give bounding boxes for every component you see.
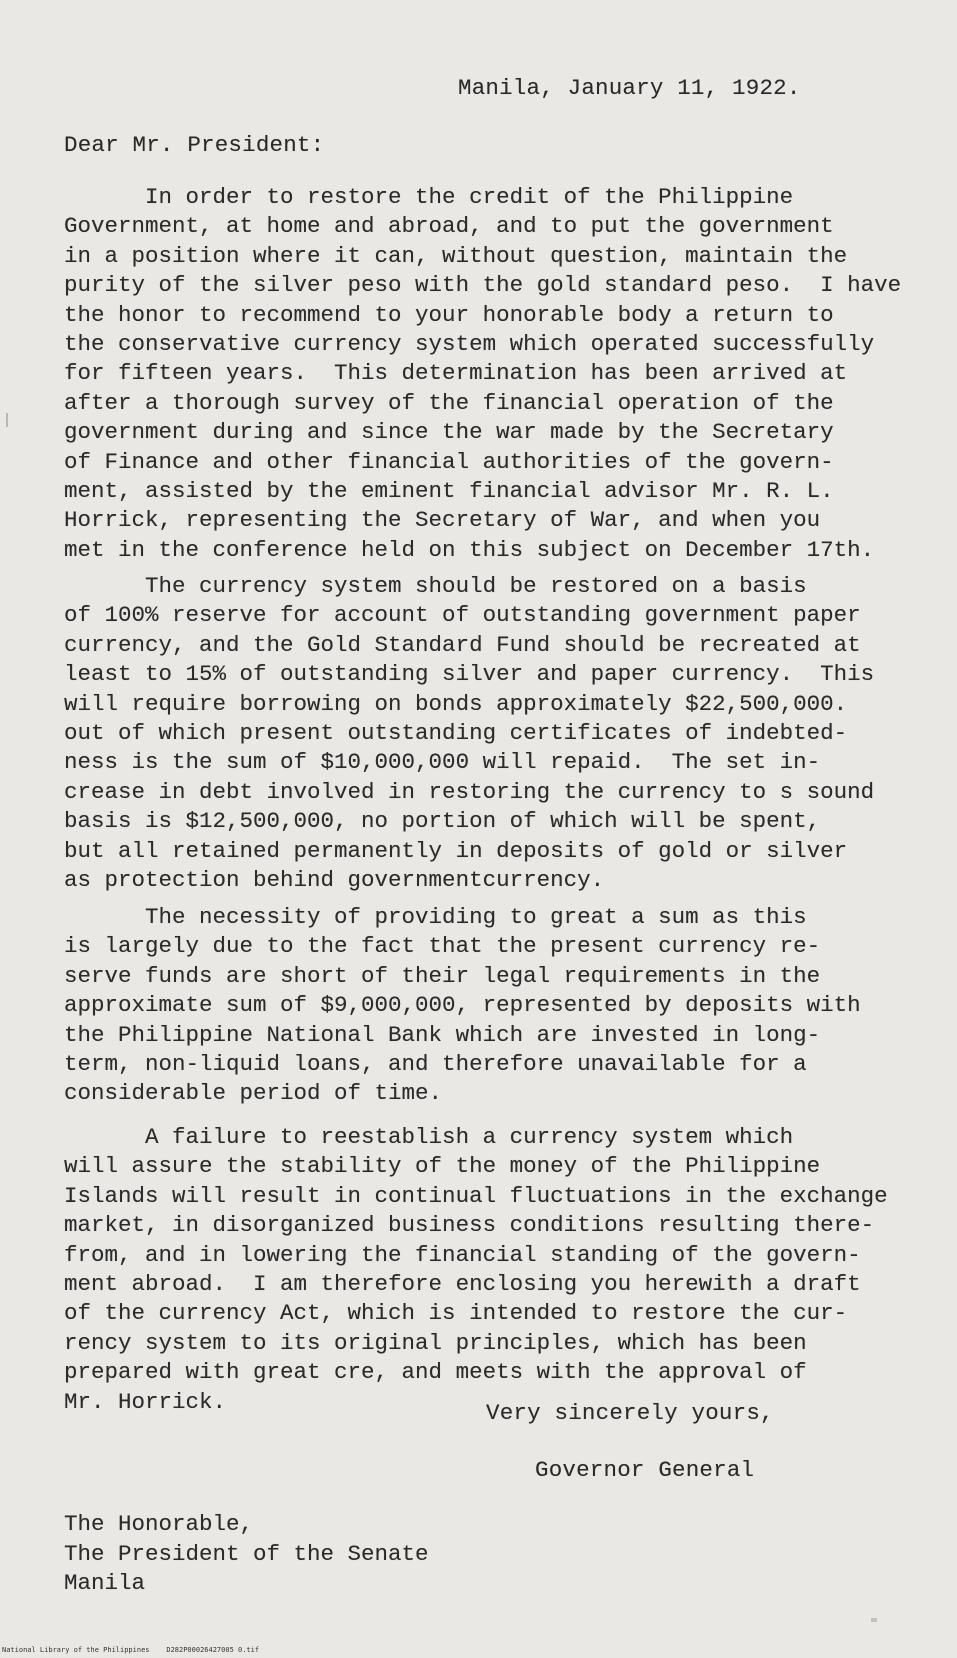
signer-title: Governor General (535, 1457, 755, 1483)
text-line: ment abroad. I am therefore enclosing you herewith a draft (64, 1271, 861, 1298)
text-line: ness is the sum of $10,000,000 will repaid. The set in- (64, 749, 821, 776)
text-line: currency, and the Gold Standard Fund should be recreated at (64, 631, 861, 658)
text-line: The necessity of providing to great a sum as this (64, 904, 807, 930)
text-line: the honor to recommend to your honorable body a return to (64, 301, 834, 328)
text-line: Islands will result in continual fluctuations in the exchange (64, 1182, 888, 1209)
text-line: purity of the silver peso with the gold standard peso. I have (64, 272, 902, 299)
archive-footer: National Library of the Philippines D282P00026427005 0.tif (2, 1646, 260, 1654)
text-line: serve funds are short of their legal requirements in the (64, 962, 821, 989)
text-line: Horrick, representing the Secretary of War, and when you (64, 507, 821, 534)
text-line: In order to restore the credit of the Philippine (64, 184, 794, 210)
paragraph-4 (64, 1123, 944, 1417)
paragraph-1 (64, 183, 944, 565)
addressee-block (64, 1510, 944, 1599)
text-line: approximate sum of $9,000,000, represented by deposits with (64, 992, 861, 1019)
paragraph-3 (64, 903, 944, 1109)
text-line: from, and in lowering the financial standing of the govern- (64, 1241, 861, 1268)
text-line: the conservative currency system which operated successfully (64, 331, 875, 358)
text-line: A failure to reestablish a currency system which (64, 1124, 794, 1150)
addressee-line: The President of the Senate (64, 1540, 429, 1567)
text-line: out of which present outstanding certificates of indebted- (64, 720, 848, 747)
text-line: Mr. Horrick. (64, 1388, 227, 1415)
closing: Very sincerely yours, (486, 1400, 774, 1426)
margin-mark (6, 413, 8, 427)
text-line: of the currency Act, which is intended to restore the cur- (64, 1300, 848, 1327)
text-line: ment, assisted by the eminent financial advisor Mr. R. L. (64, 478, 834, 505)
text-line: least to 15% of outstanding silver and paper currency. This (64, 661, 875, 688)
text-line: of 100% reserve for account of outstanding government paper (64, 602, 861, 629)
text-line: met in the conference held on this subject on December 17th. (64, 536, 875, 563)
text-line: is largely due to the fact that the present currency re- (64, 933, 821, 960)
text-line: Government, at home and abroad, and to put the government (64, 213, 834, 240)
text-line: rency system to its original principles, which has been (64, 1329, 807, 1356)
text-line: prepared with great cre, and meets with the approval of (64, 1359, 807, 1386)
text-line: government during and since the war made by the Secretary (64, 419, 834, 446)
addressee-line: Manila (64, 1570, 146, 1596)
text-line: will require borrowing on bonds approximately $22,500,000. (64, 690, 848, 717)
text-line: considerable period of time. (64, 1080, 443, 1107)
paragraph-2 (64, 572, 944, 895)
salutation: Dear Mr. President: (64, 132, 325, 158)
text-line: basis is $12,500,000, no portion of which will be spent, (64, 808, 821, 835)
text-line: crease in debt involved in restoring the currency to s sound (64, 778, 875, 805)
text-line: in a position where it can, without question, maintain the (64, 242, 848, 269)
text-line: after a thorough survey of the financial operation of the (64, 389, 834, 416)
text-line: of Finance and other financial authorities of the govern- (64, 448, 834, 475)
text-line: for fifteen years. This determination has been arrived at (64, 360, 848, 387)
text-line: market, in disorganized business conditions resulting there- (64, 1212, 875, 1239)
text-line: The currency system should be restored on a basis (64, 573, 807, 599)
scan-mark (871, 1618, 877, 1622)
text-line: term, non-liquid loans, and therefore unavailable for a (64, 1051, 807, 1078)
text-line: the Philippine National Bank which are invested in long- (64, 1021, 821, 1048)
text-line: will assure the stability of the money of the Philippine (64, 1153, 821, 1180)
letter-date: Manila, January 11, 1922. (458, 75, 801, 101)
addressee-line: The Honorable, (64, 1511, 254, 1537)
text-line: but all retained permanently in deposits of gold or silver (64, 837, 848, 864)
text-line: as protection behind governmentcurrency. (64, 867, 605, 894)
